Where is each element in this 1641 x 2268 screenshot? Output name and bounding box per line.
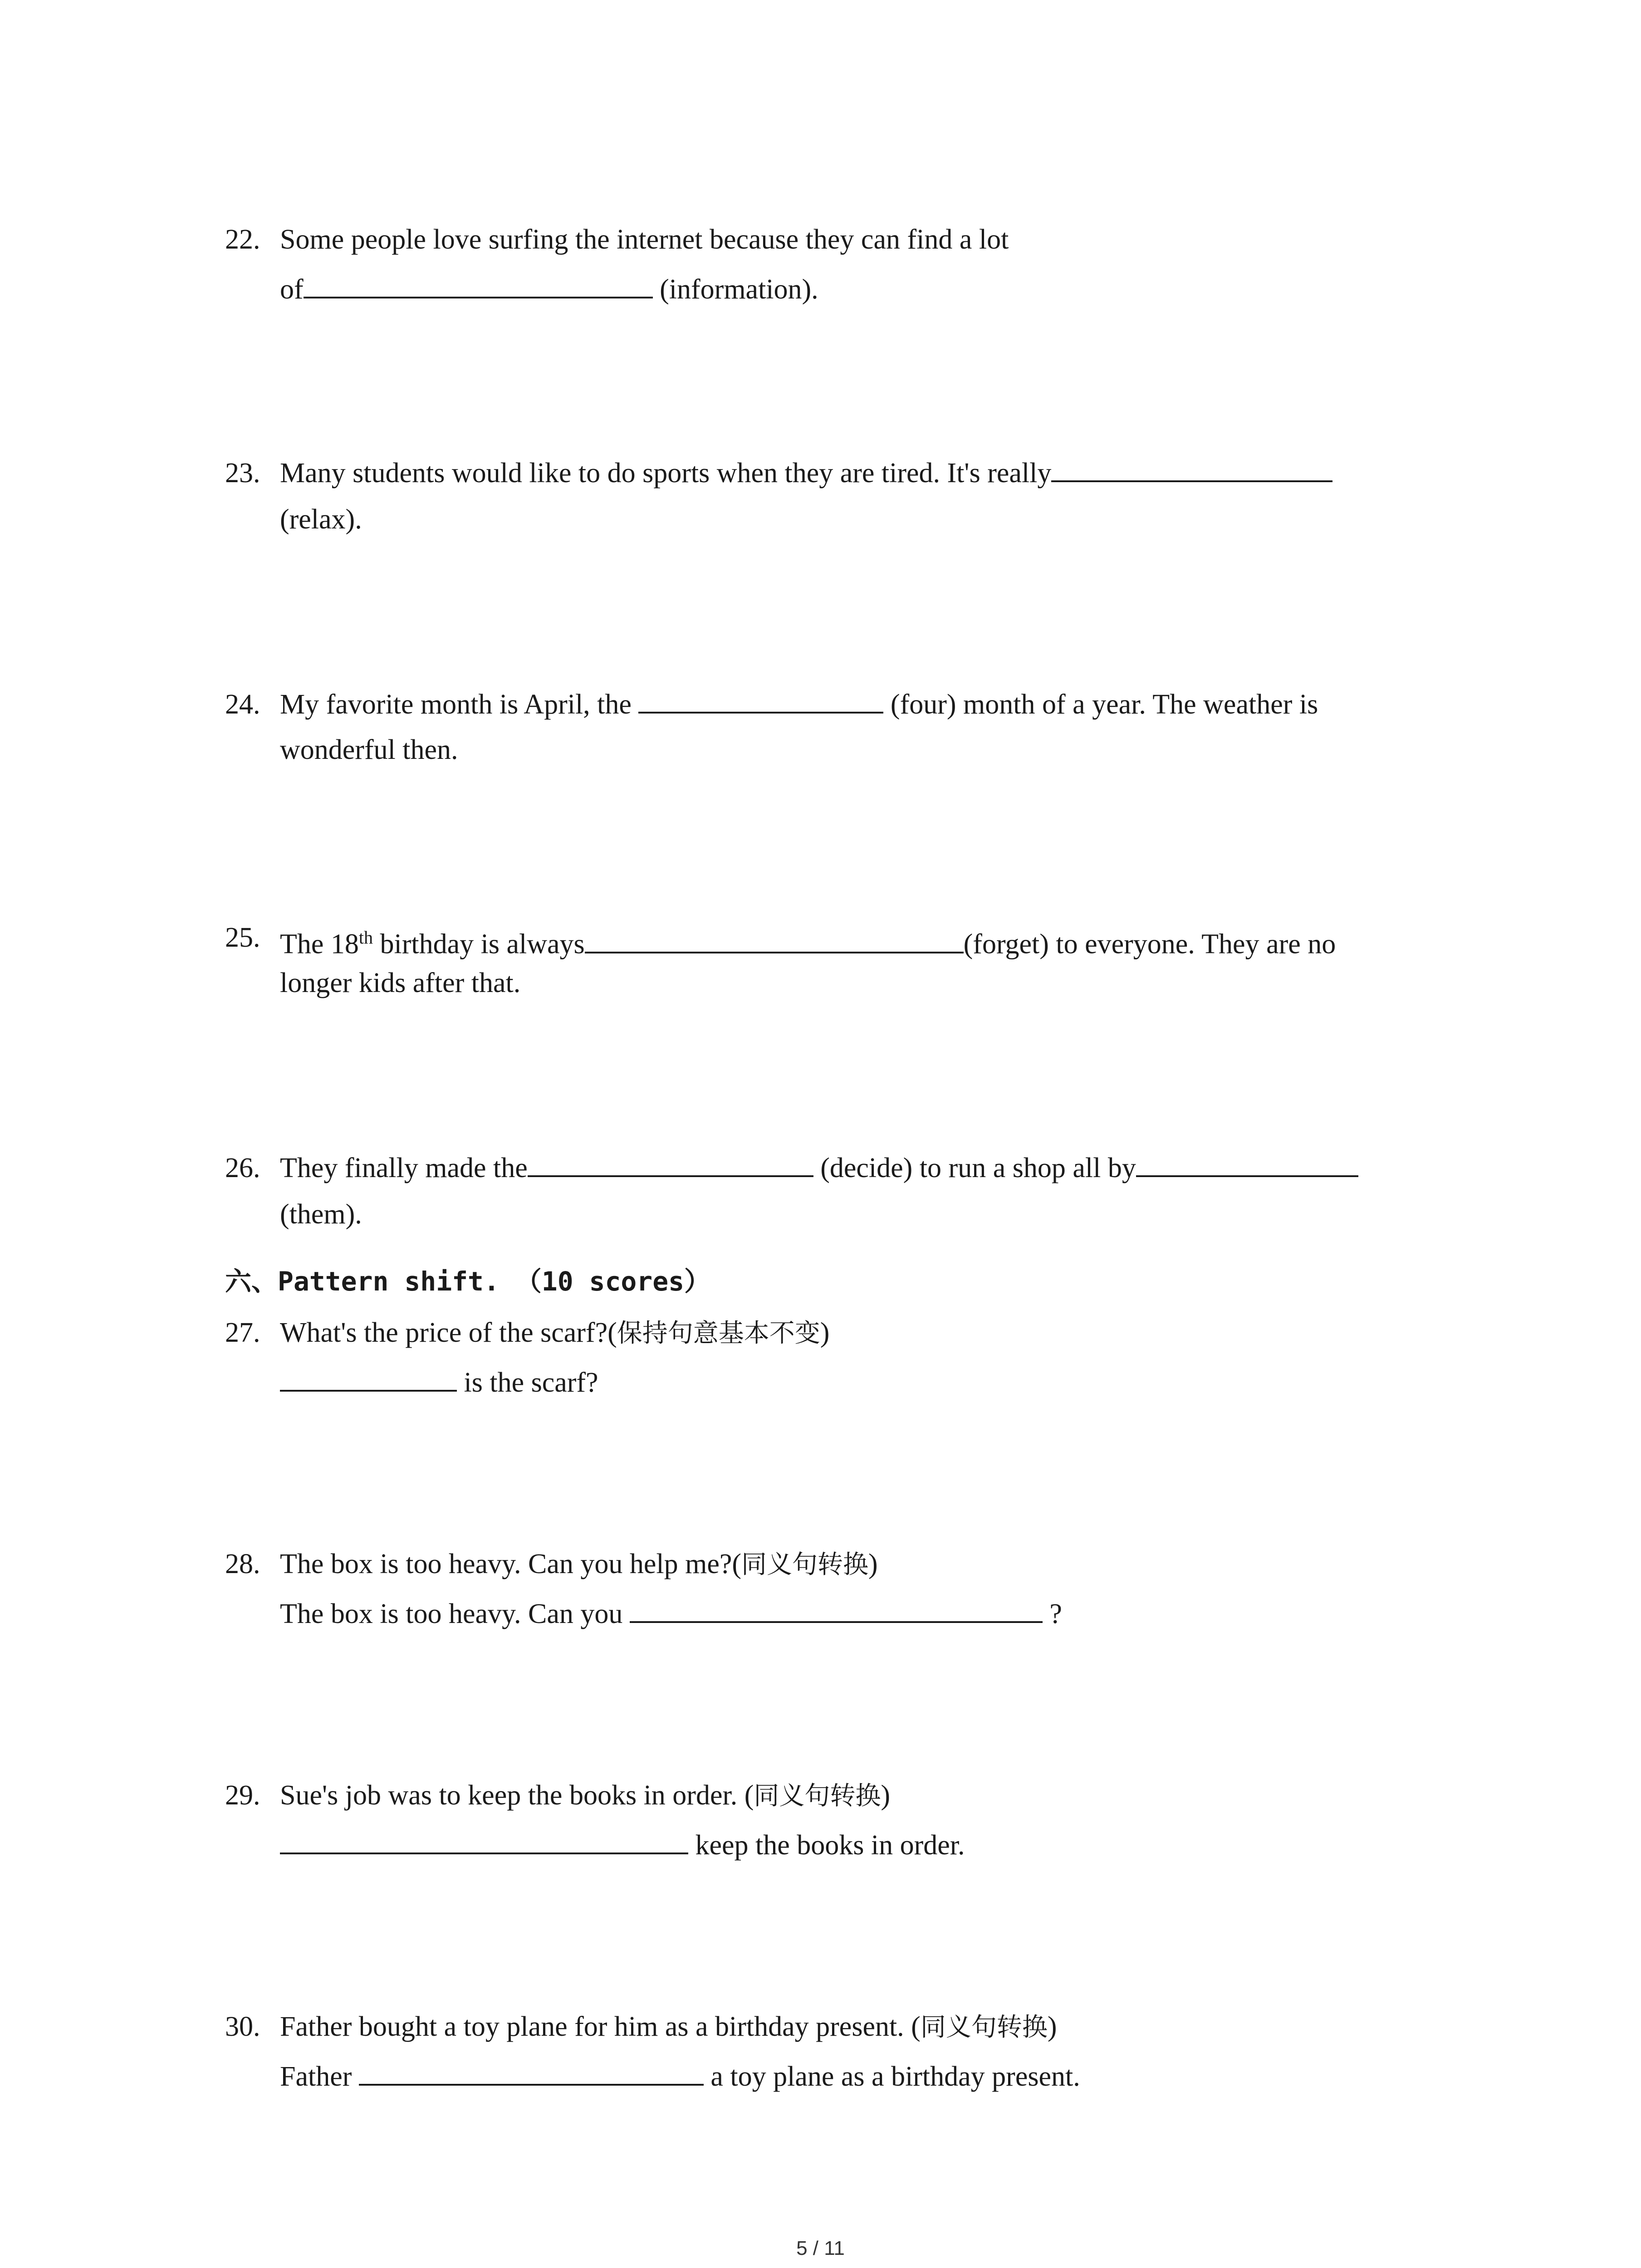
page-number: 5 / 11	[796, 2237, 845, 2259]
hint-word: (them).	[280, 1199, 362, 1230]
question-line	[280, 1596, 1062, 1632]
answer-blank[interactable]	[304, 273, 653, 298]
answer-blank[interactable]	[1051, 457, 1332, 482]
paren: )	[868, 1549, 878, 1579]
question-text: My favorite month is April, the	[280, 689, 632, 720]
question-number: 26.	[225, 1153, 260, 1183]
question-text: (four) month of a year. The weather is	[890, 689, 1318, 720]
hint-word: (information).	[660, 274, 818, 305]
ordinal-suffix: th	[358, 927, 373, 948]
instruction-text: 保持句意基本不变	[617, 1319, 820, 1348]
question-text: wonderful then.	[280, 734, 458, 765]
answer-blank[interactable]	[638, 688, 883, 714]
answer-blank[interactable]	[528, 1152, 813, 1177]
question-number: 25.	[225, 922, 260, 953]
answer-blank[interactable]	[280, 1366, 457, 1392]
question-line	[280, 1150, 1358, 1186]
question-text: The box is too heavy. Can you help me?(	[280, 1549, 742, 1579]
question-text: The 18	[280, 929, 359, 960]
question-text: a toy plane as a birthday present.	[710, 2061, 1080, 2092]
question-number: 29.	[225, 1780, 260, 1811]
question-number: 23.	[225, 458, 260, 489]
question-line	[280, 686, 1318, 723]
question-number: 22.	[225, 224, 260, 255]
question-text: is the scarf?	[464, 1367, 598, 1398]
text-fragment: of	[280, 274, 304, 305]
answer-blank[interactable]	[630, 1598, 1043, 1623]
paren: )	[881, 1780, 890, 1811]
question-line	[280, 919, 1336, 963]
question-line	[280, 1364, 598, 1401]
section-heading: 六、Pattern shift. （10 scores）	[225, 1266, 711, 1297]
question-line	[280, 2058, 1080, 2095]
question-text: Many students would like to do sports when they are tired. It's really	[280, 458, 1052, 489]
question-text: What's the price of the scarf?(	[280, 1317, 617, 1348]
question-line	[280, 2009, 1057, 2046]
question-text: Father	[280, 2061, 352, 2092]
answer-blank[interactable]	[585, 928, 964, 953]
question-number: 27.	[225, 1317, 260, 1348]
question-text: longer kids after that.	[280, 968, 521, 998]
question-text: (decide) to run a shop all by	[820, 1153, 1136, 1183]
question-text: birthday is always	[373, 929, 585, 960]
question-number: 28.	[225, 1549, 260, 1579]
question-text: The box is too heavy. Can you	[280, 1598, 623, 1629]
question-line	[280, 1827, 965, 1863]
answer-blank[interactable]	[280, 1829, 688, 1854]
question-text: They finally made the	[280, 1153, 528, 1183]
question-number: 24.	[225, 689, 260, 720]
question-mark: ?	[1049, 1598, 1062, 1629]
instruction-text: 同义句转换	[920, 2013, 1048, 2042]
question-text: (forget) to everyone. They are no	[963, 929, 1336, 960]
question-text: keep the books in order.	[695, 1830, 965, 1861]
question-line	[280, 455, 1332, 491]
paren: )	[1047, 2011, 1057, 2042]
question-line	[280, 271, 818, 308]
question-line	[280, 1315, 829, 1352]
instruction-text: 同义句转换	[741, 1550, 869, 1579]
question-number: 30.	[225, 2011, 260, 2042]
question-text: Some people love surfing the internet because they can find a lot	[280, 224, 1009, 255]
hint-word: (relax).	[280, 504, 362, 535]
answer-blank[interactable]	[359, 2060, 704, 2086]
question-line	[280, 1777, 890, 1814]
instruction-text: 同义句转换	[754, 1781, 881, 1811]
paren: )	[820, 1317, 830, 1348]
answer-blank[interactable]	[1136, 1152, 1358, 1177]
question-line	[280, 1546, 878, 1583]
question-text: Father bought a toy plane for him as a birthday present. (	[280, 2011, 921, 2042]
question-text: Sue's job was to keep the books in order. (	[280, 1780, 754, 1811]
